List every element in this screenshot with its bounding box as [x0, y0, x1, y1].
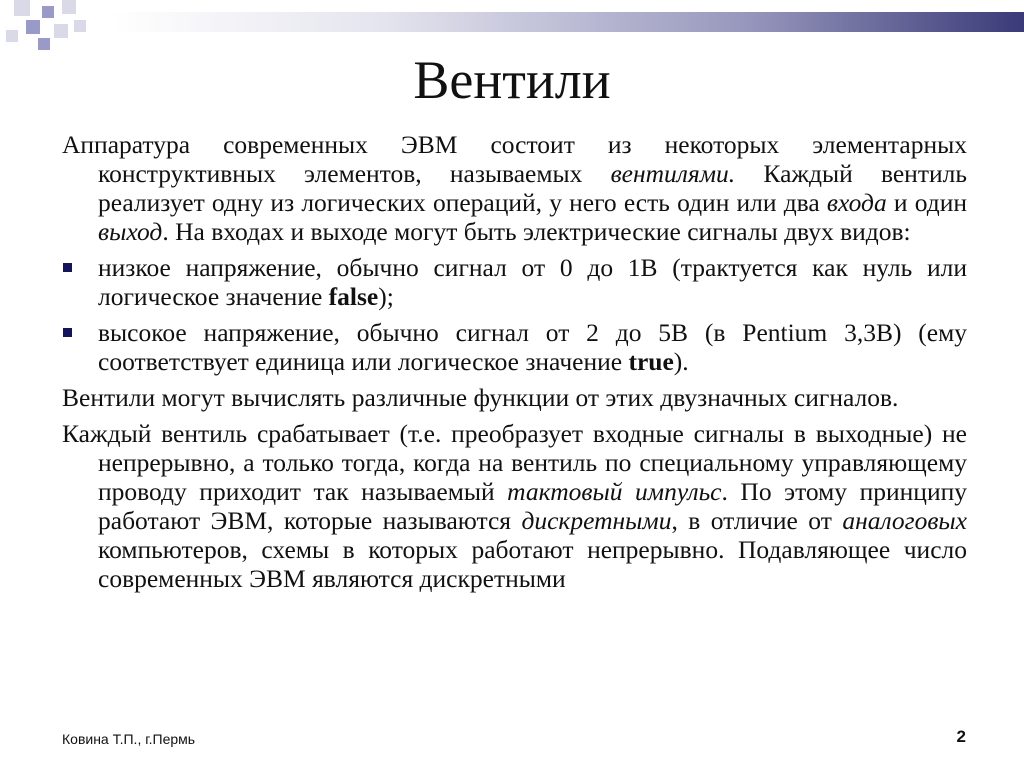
- paragraph-functions: Вентили могут вычислять различные функции от этих двузначных сигналов.: [62, 383, 899, 412]
- slide-body: [62, 130, 967, 600]
- bullet-high-voltage: высокое напряжение, обычно сигнал от 2 до 5В (в Pentium 3,3В) (ему соответствует единица или логическое значение true).: [62, 318, 967, 376]
- bullet-low-voltage: низкое напряжение, обычно сигнал от 0 до 1В (трактуется как нуль или логическое значение false);: [62, 253, 967, 311]
- page-number: 2: [956, 727, 966, 746]
- paragraph-intro: Аппаратура современных ЭВМ состоит из некоторых элементарных конструктивных элементов, называемых вентилями. Каждый вентиль реализует одну из логических операций, у него есть один или два входа и один выход. На входах и выходе могут быть электрические сигналы двух видов:: [62, 130, 967, 246]
- header-gradient-bar: [112, 12, 1024, 32]
- footer-author: Ковина Т.П., г.Пермь: [62, 731, 196, 747]
- slide-title: Вентили: [413, 50, 611, 110]
- square-bullet-icon: [63, 263, 72, 272]
- square-bullet-icon: [63, 328, 72, 337]
- paragraph-clock: Каждый вентиль срабатывает (т.е. преобразует входные сигналы в выходные) не непрерывно, а только тогда, когда на вентиль по специальному управляющему проводу приходит так называемый тактовый импульс. По этому принципу работают ЭВМ, которые называются дискретными, в отличие от аналоговых компьютеров, схемы в которых работают непрерывно. Подавляющее число современных ЭВМ являются дискретными: [62, 419, 967, 593]
